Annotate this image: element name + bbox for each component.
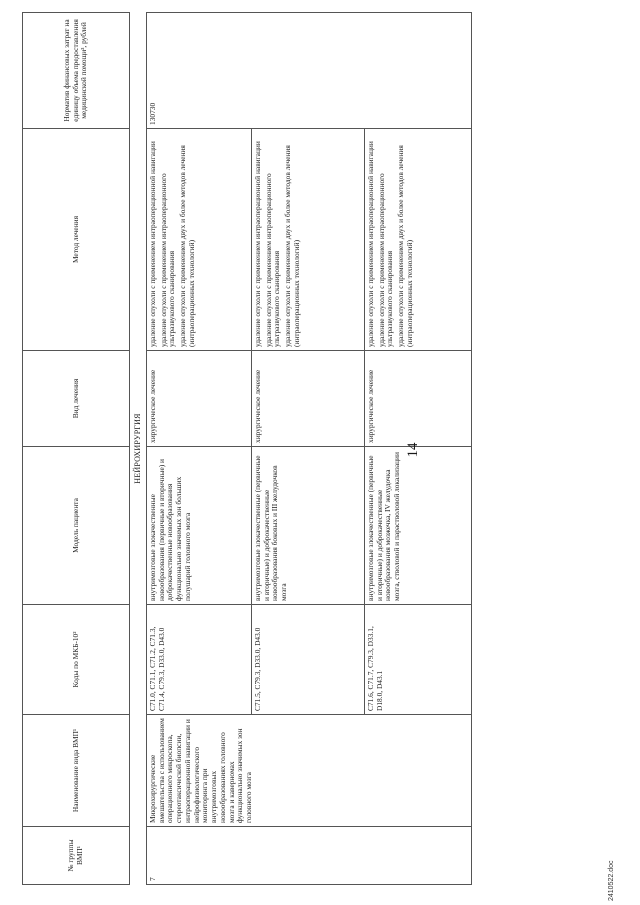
header-name: Наименование вида ВМП¹ (23, 715, 130, 827)
method-item: удаление опухоли с применением двух и более методов лечения (интраоперационных технологий) (396, 145, 414, 347)
section-row (130, 13, 147, 885)
table-row (147, 13, 252, 885)
row-codes: С71.0, С71.1, С71.2, С71.3, С71.4, С79.3, D33.0, D43.0 (147, 605, 252, 715)
method-item: удаление опухоли с применением интраоперационного ультразвукового сканирования (158, 173, 177, 347)
document-id: 2410522.doc (608, 860, 615, 901)
row-methods (252, 129, 365, 351)
group-name: Микрохирургические вмешательства с использованием операционного микроскопа, стереотаксической биопсии, интраоперационной навигации и нейрофизиологического мониторинга при внутримозговых новообразованиях головного мозга и каверномах функционально значимых зон головного мозга (147, 715, 472, 827)
row-norm: 130730 (147, 13, 472, 129)
row-model: внутримозговые злокачественные (первичные и вторичные) и доброкачественные новообразования боковых и III желудочков мозга (252, 447, 365, 605)
group-number: 7 (147, 827, 472, 885)
method-item: удаление опухоли с применением интраоперационной навигации (366, 141, 375, 347)
header-model: Модель пациента (23, 447, 130, 605)
row-model: внутримозговые злокачественные (первичные и вторичные) и доброкачественные новообразования мозжечка, IV желудочка мозга, стволовой и парастволовой локализации (365, 447, 472, 605)
method-item: удаление опухоли с применением интраоперационной навигации (148, 141, 157, 347)
row-methods (147, 129, 252, 351)
row-treatment-type: хирургическое лечение (252, 351, 365, 447)
row-codes: С71.5, С79.3, D33.0, D43.0 (252, 605, 365, 715)
method-item: удаление опухоли с применением интраоперационной навигации (253, 141, 262, 347)
header-group-no: № группы ВМП¹ (23, 827, 130, 885)
row-model: внутримозговые злокачественные новообразования (первичные и вторичные) и доброкачественные новообразования функционально значимых зон больших полушарий головного мозга (147, 447, 252, 605)
header-codes: Коды по МКБ-10² (23, 605, 130, 715)
row-methods (365, 129, 472, 351)
page-number: 14 (405, 442, 421, 458)
table-header-row (23, 13, 130, 885)
section-title: НЕЙРОХИРУРГИЯ (130, 13, 147, 885)
method-item: удаление опухоли с применением интраоперационного ультразвукового сканирования (263, 173, 282, 347)
method-item: удаление опухоли с применением двух и более методов лечения (интраоперационных технологий) (178, 145, 196, 347)
method-item: удаление опухоли с применением двух и более методов лечения (интраоперационных технологий) (283, 145, 301, 347)
row-treatment-type: хирургическое лечение (147, 351, 252, 447)
method-item: удаление опухоли с применением интраоперационного ультразвукового сканирования (376, 173, 395, 347)
header-treatment-type: Вид лечения (23, 351, 130, 447)
row-treatment-type: хирургическое лечение (365, 351, 472, 447)
row-codes: С71.6, С71.7, С79.3, D33.1, D18.0, D43.1 (365, 605, 472, 715)
header-norm: Норматив финансовых затрат на единицу объема предоставления медицинской помощи³, рублей (23, 13, 130, 129)
header-method: Метод лечения (23, 129, 130, 351)
